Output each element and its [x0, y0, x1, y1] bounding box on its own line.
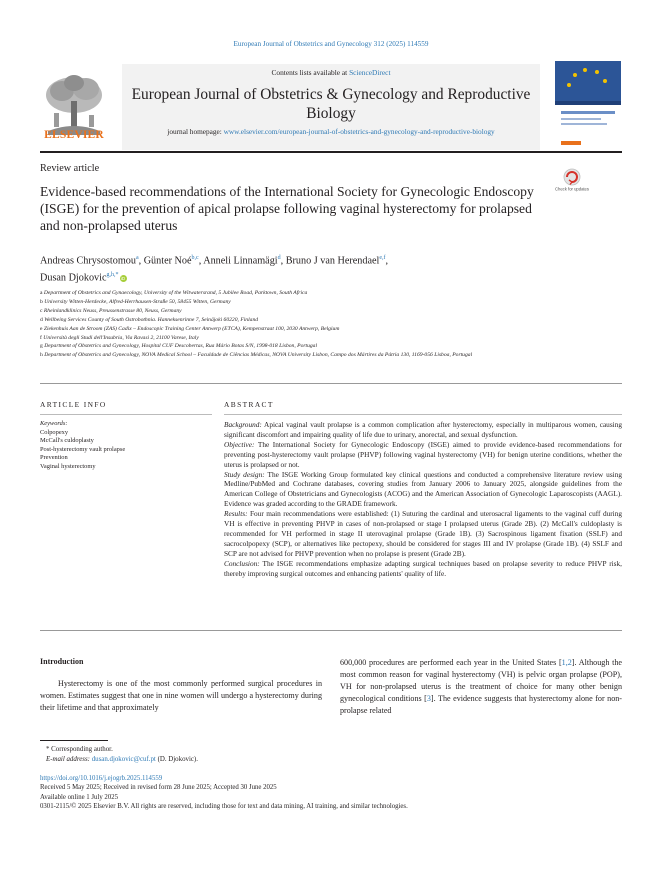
affiliation-item	[40, 334, 620, 343]
abstract-section-text: The International Society for Gynecologic Endoscopy (ISGE) aimed to provide evidence-based recommendations for preventing post-hysterectomy vault prolapse (PHVP) following vaginal hysterectomy (VH) for benign uterine conditions, whether the uterus is prolapsed or not.	[224, 439, 622, 469]
author-name[interactable]: Dusan Djokovic	[40, 272, 107, 284]
contents-prefix: Contents lists available at	[271, 68, 350, 77]
affiliation-item	[40, 342, 620, 351]
intro-text: ]. The evidence suggests that hysterectomy alone for non-prolapse related	[340, 693, 622, 715]
author-affiliation-mark[interactable]: e,f	[379, 255, 386, 261]
abstract-section-label: Conclusion:	[224, 558, 260, 568]
email-link[interactable]: dusan.djokovic@cuf.pt	[91, 756, 156, 763]
journal-cover-thumbnail[interactable]	[555, 61, 621, 150]
affiliation-item	[40, 298, 620, 307]
journal-homepage	[122, 127, 540, 137]
footnote-rule	[40, 740, 108, 741]
article-type: Review article	[40, 163, 100, 174]
citation-link[interactable]: 1,2	[561, 658, 572, 667]
affiliation-label: c	[40, 307, 43, 314]
keywords-block	[40, 420, 212, 472]
affiliation-text: Wellbeing Services County of South Ostrobothnia. Hanneksenrinne 7, Seinäjoki 60220, Finland	[44, 316, 259, 323]
affiliation-text: University Witten-Herdecke, Alfred-Herrhausen-Straße 50, 58455 Witten, Germany	[44, 298, 231, 305]
abstract-section-text: The ISGE recommendations emphasize adapting surgical techniques based on prolapse severity to reduce PHVP risk, thereby improving surgical outcomes and enhancing patients' quality of life.	[224, 558, 622, 578]
intro-text: ]. Although the most common reason for vaginal hysterectomy (VH) is pelvic organ prolapse (POP), VH for non-prolapsed uterus is the treatment of choice for many other benign gynecological conditions [	[340, 658, 622, 703]
homepage-prefix: journal homepage:	[167, 127, 224, 136]
affiliations-rule	[40, 383, 622, 384]
author-affiliation-mark[interactable]: b,c	[191, 255, 199, 261]
abstract-rule	[224, 414, 622, 415]
affiliation-item	[40, 325, 620, 334]
abstract-section	[224, 470, 622, 510]
affiliation-text: Department of Obstetrics and Gynaecology, University of the Witwatersrand, 5 Jubilee Road, Parktown, South Africa	[43, 290, 308, 296]
journal-title: European Journal of Obstetrics & Gynecology and Reproductive Biology	[131, 86, 531, 122]
affiliation-label: e	[40, 325, 43, 332]
keyword-item: McCall's culdoplasty	[40, 437, 94, 445]
author-name[interactable]: Günter Noé	[143, 255, 192, 267]
check-for-updates-badge[interactable]	[554, 167, 590, 195]
abstract-section-text: Apical vaginal vault prolapse is a common complication after hysterectomy, especially in multiparous women, causing significant discomfort and impairing quality of life due to urinary, anorectal, and sexual dysfunction.	[224, 420, 622, 439]
affiliation-label: b	[40, 298, 43, 305]
introduction-right-column	[340, 657, 622, 717]
intro-text: 600,000 procedures are performed each year in the United States [	[340, 658, 562, 667]
author-name[interactable]: Anneli Linnamägi	[203, 255, 278, 267]
keywords-label: Keywords:	[40, 420, 68, 427]
header-rule	[40, 151, 622, 153]
article-info-rule	[40, 414, 212, 415]
abstract-section-label: Background:	[224, 420, 262, 429]
email-label: E-mail address:	[46, 756, 90, 763]
affiliation-text: Università degli Studi dell'Insubria, Via Ravasi 2, 21100 Varese, Italy	[43, 334, 199, 341]
introduction-heading: Introduction	[40, 657, 84, 666]
copyright-line: 0301-2115/© 2025 Elsevier B.V. All rights are reserved, including those for text and data mining, AI training, and similar technologies.	[40, 802, 408, 810]
keyword-item: Prevention	[40, 454, 68, 462]
keyword-item: Colpopexy	[40, 428, 69, 436]
affiliation-item	[40, 307, 620, 316]
affiliation-label: f	[40, 334, 42, 341]
affiliation-text: Department of Obstetrics and Gynecology, NOVA Medical School – Faculdade de Ciências Médicas, NOVA University Lisbon, Campo dos Mártires da Pátria 130, 1169-056 Lisboa, Portugal	[44, 352, 473, 359]
affiliation-label: g	[40, 343, 43, 350]
affiliation-item	[40, 316, 620, 325]
article-info-heading: ARTICLE INFO	[40, 400, 107, 409]
author-affiliation-mark[interactable]: d	[277, 255, 281, 261]
publication-info	[40, 774, 622, 811]
available-online: Available online 1 July 2025	[40, 793, 119, 801]
affiliation-item	[40, 289, 620, 298]
keyword-item: Vaginal hysterectomy	[40, 462, 96, 470]
author-name[interactable]: Andreas Chrysostomou	[40, 255, 136, 267]
affiliation-text: Rheinlandklinics Neuss, Preussenstrasse 80, Neuss, Germany	[43, 307, 182, 314]
citation-link[interactable]: 3	[426, 693, 431, 703]
article-title: Evidence-based recommendations of the International Society for Gynecologic Endoscopy (ISGE) for the prevention of apical prolapse following vaginal hysterectomy for prolapsed and non-prolapsed uterus	[40, 184, 534, 233]
body-rule	[40, 630, 622, 631]
corresponding-text: Corresponding author.	[51, 746, 113, 753]
author-affiliation-mark[interactable]: g,h,*	[106, 272, 119, 279]
abstract-section	[224, 440, 622, 470]
abstract-section-label: Objective:	[224, 439, 255, 449]
author-affiliation-mark[interactable]: a	[135, 255, 139, 261]
abstract-section	[224, 559, 622, 579]
affiliation-label: h	[40, 352, 43, 359]
abstract-section-label: Results:	[224, 509, 248, 519]
homepage-link[interactable]: www.elsevier.com/european-journal-of-obstetrics-and-gynecology-and-reproductive-biology	[223, 127, 495, 136]
email-suffix: (D. Djokovic).	[155, 756, 198, 763]
sciencedirect-link[interactable]: ScienceDirect	[349, 68, 391, 77]
corresponding-author-note: * Corresponding author.	[46, 746, 113, 753]
keyword-item: Post-hysterectomy vault prolapse	[40, 445, 126, 453]
received-dates: Received 5 May 2025; Received in revised form 28 June 2025; Accepted 30 June 2025	[40, 784, 277, 792]
check-updates-text: Check for updates	[555, 186, 589, 192]
email-note	[40, 755, 340, 765]
abstract-section	[224, 420, 622, 440]
affiliation-label: a	[40, 290, 43, 296]
abstract-section	[224, 509, 622, 559]
affiliation-text: Ziekenhuis Aan de Stroom (ZAS) Cadix – Endoscopic Training Center Antwerp (ETCA), Kempenstraat 100, 2030 Antwerp, Belgium	[43, 325, 340, 332]
abstract-section-text: Four main recommendations were established: (1) Suturing the cardinal and uterosacral ligaments to the vaginal cuff during VH is effective in preventing PHVP in cases of non-prolapsed or stage I prolapsed uterus (Grade 2B). (2) McCall's culdoplasty is recommended for VH performed in stage II uterovaginal prolapse (Grade 1B). (3) Sacrospinous ligament fixation (SSLF) and sacrocolpopexy (SCP), or alternatives like pectopexy, should be considered for stages III and IV prolapse (Grade 1B). (4) SSLF and SCP are not advised for PHVP prevention when no prolapse is present (Grade 2B).	[224, 509, 622, 558]
journal-reference[interactable]: European Journal of Obstetrics and Gynecology 312 (2025) 114559	[233, 40, 429, 48]
introduction-left-column: Hysterectomy is one of the most commonly performed surgical procedures in women. Estimates suggest that one in nine women will undergo a hysterectomy during their lifetime and that approximately	[40, 679, 322, 712]
abstract-section-label: Study design:	[224, 469, 265, 479]
affiliation-list	[40, 289, 620, 360]
abstract-heading: ABSTRACT	[224, 400, 274, 409]
elsevier-wordmark: ELSEVIER	[44, 129, 104, 141]
footnotes	[40, 745, 340, 765]
author-name[interactable]: Bruno J van Herendael	[285, 255, 380, 267]
abstract-section-text: The ISGE Working Group formulated key clinical questions and conducted a comprehensive literature review using Medline/PubMed and Cochrane databases, covering studies from January 2006 to January 2025, alongside guidelines from the American College of Obstetricians and Gynecologists (ACOG) and the American Association of Gynecologic Laparoscopists (AAGL). Evidence was graded according to the GRADE framework.	[224, 469, 622, 509]
affiliation-item	[40, 351, 620, 360]
contents-line	[122, 68, 540, 77]
orcid-icon[interactable]: iD	[120, 275, 126, 281]
author-list: Andreas Chrysostomou$^a$, Günter Noé$^{b,c}$, Anneli Linnamägi$^d$, Bruno J van Herendael$^{e,f}$, Dusan Djokovic$^{g,h,*}$ iD	[40, 255, 389, 284]
abstract-body	[224, 420, 622, 579]
affiliation-text: Department of Obstetrics and Gynecology, Hospital CUF Descobertas, Rua Mário Botas S/N, 1998-018 Lisbon, Portugal	[44, 343, 318, 350]
affiliation-label: d	[40, 316, 43, 323]
doi-link[interactable]: https://doi.org/10.1016/j.ejogrb.2025.114559	[40, 775, 163, 782]
